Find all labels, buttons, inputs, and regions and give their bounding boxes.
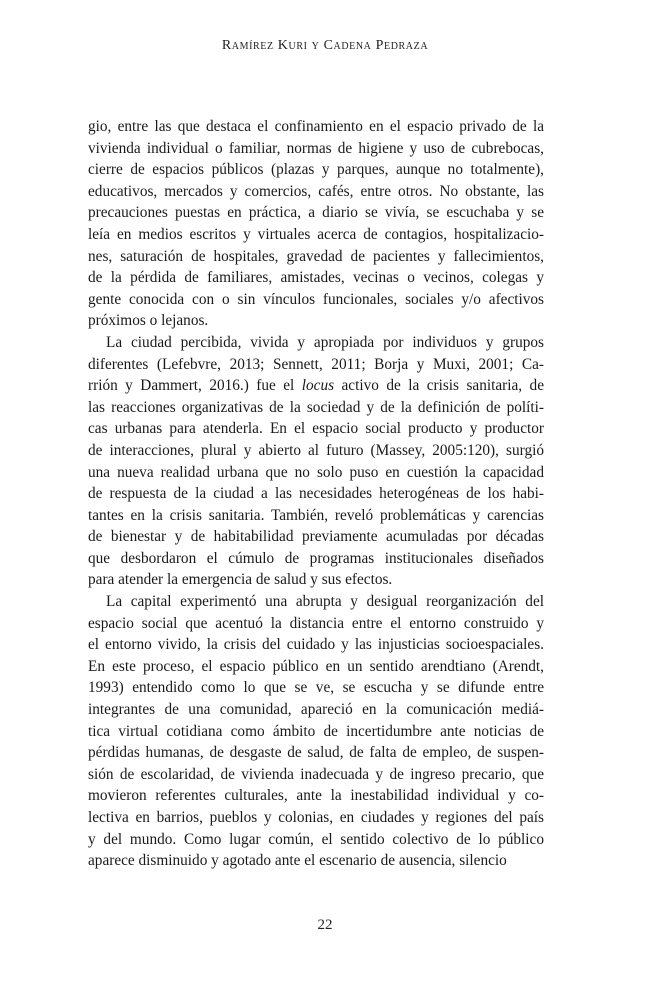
text-line: educativos, mercados y comercios, cafés, entre otros. No obstante, las xyxy=(88,182,544,200)
text-line: La capital experimentó una abrupta y desigual reorganización del xyxy=(106,593,544,611)
text-line: y del mundo. Como lugar común, el sentido colectivo de lo público xyxy=(88,830,544,848)
text-line: que desbordaron el cúmulo de programas institucionales diseñados xyxy=(88,549,544,567)
text-line: gente conocida con o sin vínculos funcionales, sociales y/o afectivos xyxy=(88,290,544,308)
text-line: gio, entre las que destaca el confinamiento en el espacio privado de la xyxy=(88,118,544,135)
text-line: de interacciones, plural y abierto al futuro (Massey, 2005:120), surgió xyxy=(88,441,544,459)
text-line: La ciudad percibida, vivida y apropiada por individuos y grupos xyxy=(106,333,544,351)
text-line: para atender la emergencia de salud y sus efectos. xyxy=(88,571,393,589)
paragraph xyxy=(88,116,544,332)
text-line: de respuesta de la ciudad a las necesidades heterogéneas de los habi- xyxy=(88,485,544,503)
text-line: sión de escolaridad, de vivienda inadecuada y de ingreso precario, que xyxy=(88,765,544,783)
text-line: de la pérdida de familiares, amistades, vecinas o vecinos, colegas y xyxy=(88,269,544,287)
text-line: pérdidas humanas, de desgaste de salud, de falta de empleo, de suspen- xyxy=(88,744,544,762)
text-line: lectiva en barrios, pueblos y colonias, en ciudades y regiones del país xyxy=(88,809,544,826)
text-line: movieron referentes culturales, ante la inestabilidad individual y co- xyxy=(88,787,544,805)
text-line: aparece disminuido y agotado ante el escenario de ausencia, silencio xyxy=(88,852,507,870)
text-line: cas urbanas para atenderla. En el espacio social producto y productor xyxy=(88,420,544,438)
text-line: vivienda individual o familiar, normas de higiene y uso de cubrebocas, xyxy=(88,139,544,157)
body-text xyxy=(88,116,544,872)
text-line: precauciones puestas en práctica, a diario se vivía, se escuchaba y se xyxy=(88,204,544,222)
text-line: espacio social que acentuó la distancia entre el entorno construido y xyxy=(88,614,544,632)
paragraph xyxy=(88,332,544,591)
text-line: leía en medios escritos y virtuales acerca de contagios, hospitalizacio- xyxy=(88,225,544,243)
text-line: las reacciones organizativas de la sociedad y de la definición de políti- xyxy=(88,398,544,416)
text-line: tantes en la crisis sanitaria. También, reveló problemáticas y carencias xyxy=(88,506,544,524)
paragraph xyxy=(88,591,544,872)
text-line: una nueva realidad urbana que no solo puso en cuestión la capacidad xyxy=(88,463,544,481)
text-line: próximos o lejanos. xyxy=(88,312,209,330)
text-line: el entorno vivido, la crisis del cuidado y las injusticias socioespaciales. xyxy=(88,636,544,654)
text-line: En este proceso, el espacio público en un sentido arendtiano (Arendt, xyxy=(88,657,544,675)
text-line: nes, saturación de hospitales, gravedad de pacientes y fallecimientos, xyxy=(88,247,544,265)
text-line: de bienestar y de habitabilidad previamente acumuladas por décadas xyxy=(88,528,544,546)
running-head: Ramírez Kuri y Cadena Pedraza xyxy=(221,38,429,53)
page-number: 22 xyxy=(317,917,333,933)
text-line: tica virtual cotidiana como ámbito de incertidumbre ante noticias de xyxy=(88,722,544,740)
text-line: integrantes de una comunidad, apareció en la comunicación mediá- xyxy=(88,701,544,719)
text-line: 1993) entendido como lo que se ve, se escucha y se difunde entre xyxy=(88,679,544,697)
text-line: cierre de espacios públicos (plazas y parques, aunque no totalmente), xyxy=(88,161,544,179)
text-line: diferentes (Lefebvre, 2013; Sennett, 2011; Borja y Muxi, 2001; Ca- xyxy=(88,355,544,373)
text-line: rrión y Dammert, 2016.) fue el locus activo de la crisis sanitaria, de xyxy=(88,377,544,395)
